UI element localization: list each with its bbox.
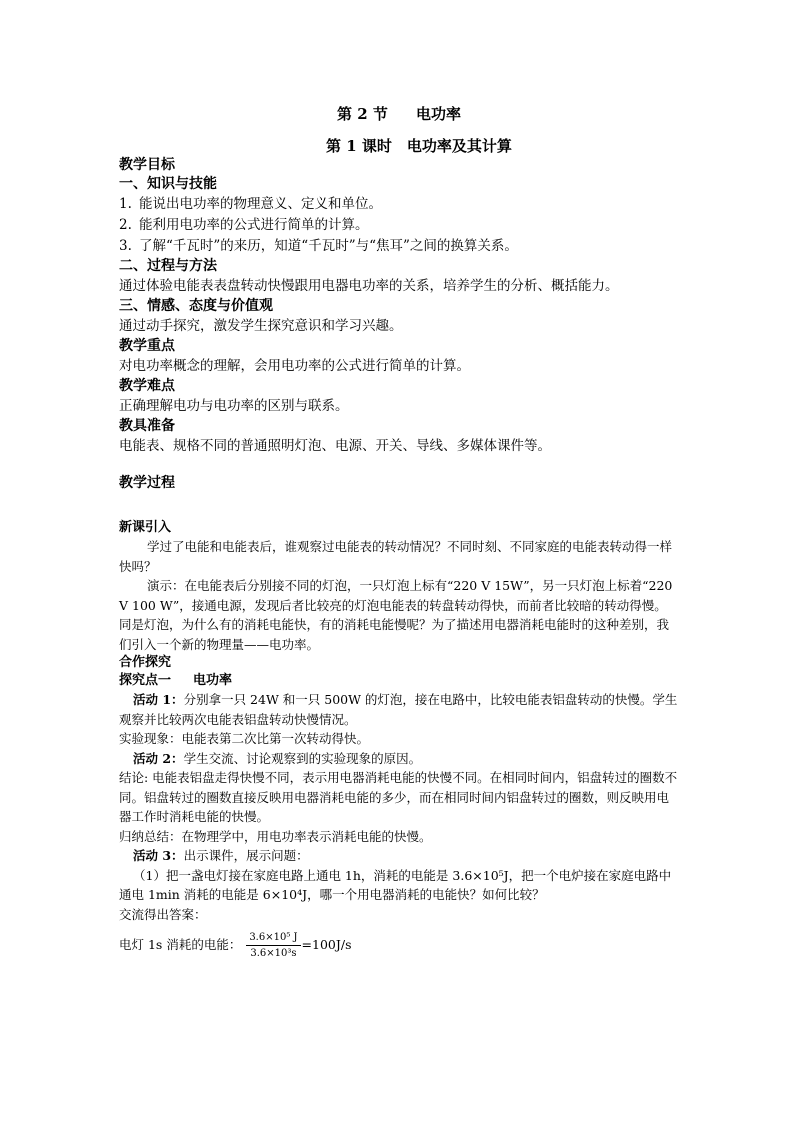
question-text: （1）把一盏电灯接在家庭电路上通电 1h，消耗的电能是 3.6×10⁵J，把一个电炉接在家庭电路中通电 1min 消耗的电能是 6×10⁴J，哪一个用电器消耗的电能快？如何比较？ bbox=[119, 867, 672, 902]
list-item: 3. 了解“千瓦时”的来历，知道“千瓦时”与“焦耳”之间的换算关系。 bbox=[119, 238, 518, 254]
formula-result: =100J/s bbox=[301, 937, 352, 952]
intro-paragraph: 学过了电能和电能表后，谁观察过电能表的转动情况？不同时刻、不同家庭的电能表转动得一样快吗？ bbox=[119, 539, 673, 574]
list-item: 2. 能利用电功率的公式进行简单的计算。 bbox=[119, 217, 369, 233]
attitude-heading: 三、情感、态度与价值观 bbox=[119, 298, 273, 314]
tools-text: 电能表、规格不同的普通照明灯泡、电源、开关、导线、多媒体课件等。 bbox=[119, 438, 551, 454]
fraction-numerator: 3.6×10⁵ J bbox=[246, 931, 300, 946]
process-method-text: 通过体验电能表表盘转动快慢跟用电器电功率的关系，培养学生的分析、概括能力。 bbox=[119, 278, 619, 294]
process-method-heading: 二、过程与方法 bbox=[119, 258, 217, 274]
process-section bbox=[119, 519, 679, 960]
explore-heading: 合作探究 bbox=[119, 655, 172, 670]
explore-point-heading: 探究点一 电功率 bbox=[119, 673, 233, 688]
activity-3: 活动 3：出示课件，展示问题： bbox=[133, 848, 309, 863]
fraction-denominator: 3.6×10³s bbox=[250, 948, 297, 959]
fraction bbox=[246, 931, 300, 960]
attitude-text: 通过动手探究，激发学生探究意识和学习兴趣。 bbox=[119, 318, 403, 334]
difficulty-heading: 教学难点 bbox=[119, 378, 175, 394]
list-item: 1. 能说出电功率的物理意义、定义和单位。 bbox=[119, 196, 382, 212]
key-point-text: 对电功率概念的理解，会用电功率的公式进行简单的计算。 bbox=[119, 358, 470, 374]
lesson-title: 第 1 课时 电功率及其计算 bbox=[326, 137, 512, 155]
summary-text: 归纳总结：在物理学中，用电功率表示消耗电能的快慢。 bbox=[119, 828, 432, 844]
tools-heading: 教具准备 bbox=[119, 418, 175, 434]
answer-label: 交流得出答案： bbox=[119, 906, 207, 922]
intro-heading: 新课引入 bbox=[119, 520, 172, 535]
activity-1: 活动 1：分别拿一只 24W 和一只 500W 的灯泡，接在电路中，比较电能表铝盘转动的快慢。学生观察并比较两次电能表铝盘转动快慢情况。 bbox=[119, 692, 678, 727]
knowledge-heading: 一、知识与技能 bbox=[119, 176, 217, 192]
section-title bbox=[119, 104, 679, 124]
phenomenon-text: 实验现象：电能表第二次比第一次转动得快。 bbox=[119, 731, 370, 746]
section-number: 第 2 节 bbox=[337, 105, 388, 123]
key-point-heading: 教学重点 bbox=[119, 338, 175, 354]
document-page bbox=[119, 104, 679, 960]
conclusion-text: 结论: 电能表铝盘走得快慢不同，表示用电器消耗电能的快慢不同。在相同时间内，铝盘转过的圈数不同。铝盘转过的圈数直接反映用电器消耗电能的多少，而在相同时间内铝盘转过的圈数，则反映用电器工作时消耗电能的快慢。 bbox=[119, 770, 678, 824]
activity-2: 活动 2：学生交流、讨论观察到的实验现象的原因。 bbox=[133, 750, 422, 766]
section-topic: 电功率 bbox=[415, 105, 461, 123]
formula-line bbox=[119, 930, 679, 960]
demo-paragraph: 演示：在电能表后分别接不同的灯泡，一只灯泡上标有“220 V 15W”，另一只灯泡上标着“220 V 100 W”，接通电源，发现后者比较亮的灯泡电能表的转盘转动得快，而前者比较暗的转动得慢。同是灯泡，为什么有的消耗电能快，有的消耗电能慢呢？为了描述用电器消耗电能时的这种差别，我们引入一个新的物理量——电功率。 bbox=[119, 578, 673, 652]
teaching-process-heading: 教学过程 bbox=[119, 475, 175, 491]
goals-heading: 教学目标 bbox=[119, 157, 175, 173]
formula-prefix: 电灯 1s 消耗的电能： bbox=[119, 937, 242, 952]
difficulty-text: 正确理解电功与电功率的区别与联系。 bbox=[119, 398, 349, 414]
